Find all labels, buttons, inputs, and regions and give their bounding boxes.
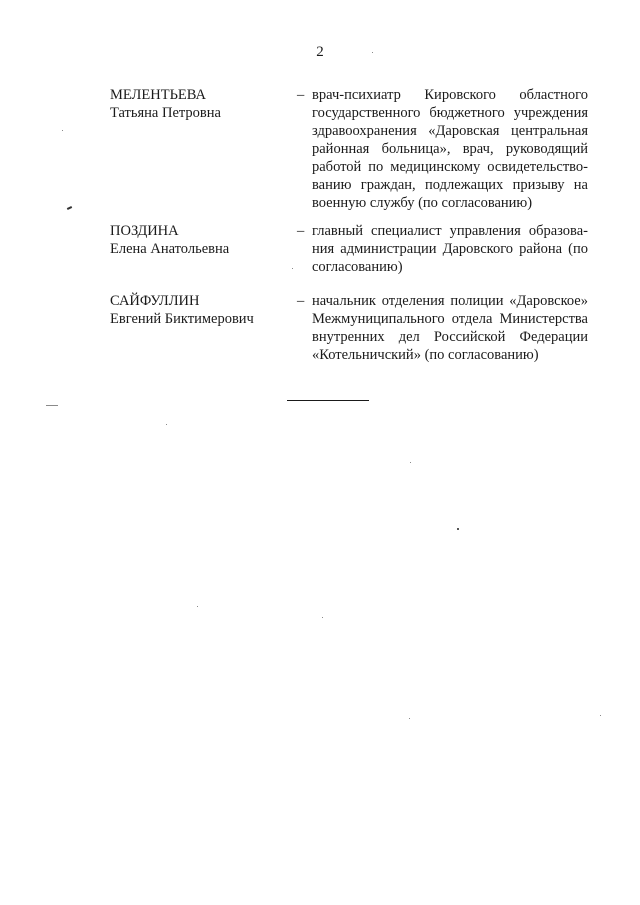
person-surname: МЕЛЕНТЬЕВА xyxy=(110,87,206,103)
scan-mark xyxy=(322,617,323,618)
person-given-names: Евгений Биктимерович xyxy=(110,311,254,327)
entry-dash: – xyxy=(297,87,305,103)
scan-mark xyxy=(600,715,601,716)
person-position: главный специалист управления образования администрации Даровского района (по согласованию) xyxy=(312,223,588,275)
closing-rule xyxy=(287,400,369,401)
person-position: врач-психиатр Кировского областного государственного бюджетного учреждения здравоохранения «Даровская центральная районная больница», врач, руководящий работой по медицинскому освидетельствованию граждан, подлежащих призыву на военную службу (по согласованию) xyxy=(312,87,588,211)
scan-mark xyxy=(62,130,63,131)
scan-mark xyxy=(46,405,58,406)
entry-dash: – xyxy=(297,293,305,309)
scan-mark xyxy=(292,268,293,269)
scan-mark xyxy=(372,52,373,53)
scan-mark xyxy=(197,606,198,607)
person-name xyxy=(110,292,280,328)
entry-dash: – xyxy=(297,223,305,239)
person-position: начальник отделения полиции «Даровское» Межмуниципального отдела Министерства внутренних дел Российской Федерации «Котельничский» (по согласованию) xyxy=(312,293,588,363)
scan-mark xyxy=(67,206,72,210)
person-name xyxy=(110,222,280,258)
page-number: 2 xyxy=(316,44,324,60)
scan-mark xyxy=(457,528,459,530)
person-name xyxy=(110,86,280,122)
person-given-names: Елена Анатольевна xyxy=(110,241,230,257)
scan-mark xyxy=(166,424,167,425)
scan-mark xyxy=(409,718,410,719)
scan-mark xyxy=(410,462,411,463)
person-surname: ПОЗДИНА xyxy=(110,223,179,239)
person-given-names: Татьяна Петровна xyxy=(110,105,221,121)
person-surname: САЙФУЛЛИН xyxy=(110,293,200,309)
